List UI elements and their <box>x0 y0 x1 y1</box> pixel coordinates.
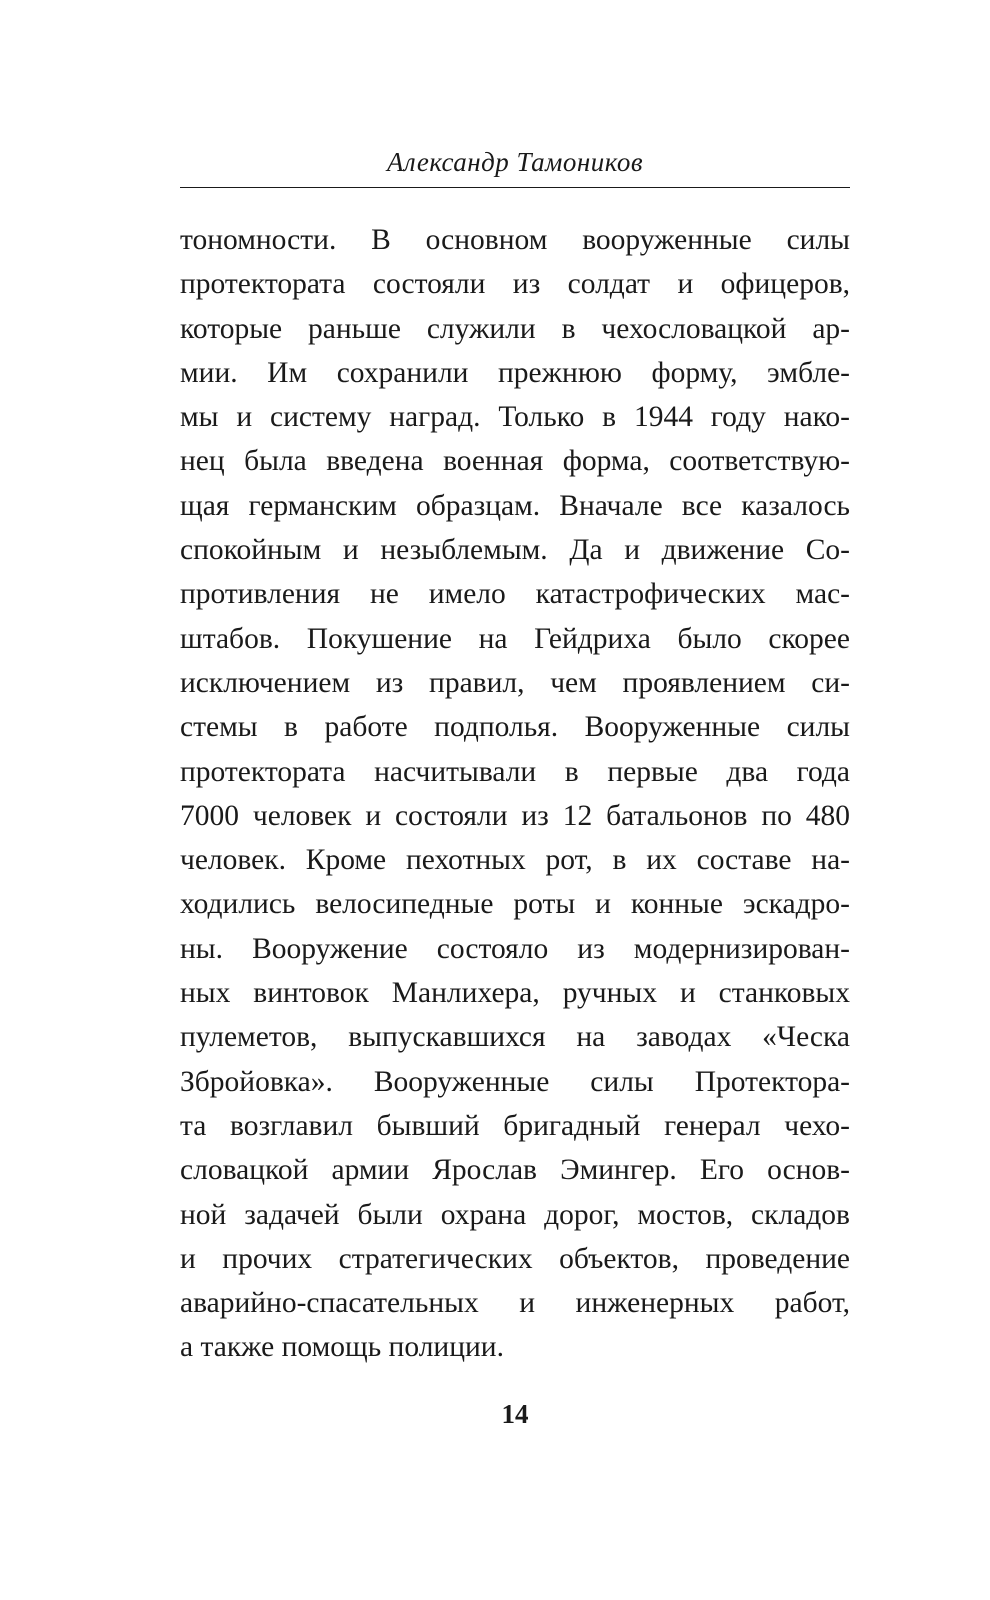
text-line: человек. Кроме пехотных рот, в их составе на- <box>180 844 850 877</box>
text-line: щая германским образцам. Вначале все казалось <box>180 489 850 522</box>
text-line: стемы в работе подполья. Вооруженные силы <box>180 711 850 744</box>
text-line: мии. Им сохранили прежнюю форму, эмбле- <box>180 356 850 389</box>
text-line: и прочих стратегических объектов, проведение <box>180 1242 850 1275</box>
text-line: протектората состояли из солдат и офицеров, <box>180 268 850 301</box>
body-text <box>180 218 850 1370</box>
text-line: мы и систему наград. Только в 1944 году нако- <box>180 401 850 434</box>
text-line: протектората насчитывали в первые два года <box>180 755 850 788</box>
text-line: та возглавил бывший бригадный генерал чехо- <box>180 1109 850 1142</box>
text-line: штабов. Покушение на Гейдриха было скорее <box>180 622 850 655</box>
text-line: ходились велосипедные роты и конные эскадро- <box>180 888 850 921</box>
text-line: 7000 человек и состояли из 12 батальонов по 480 <box>180 799 850 832</box>
header-rule <box>180 187 850 188</box>
page-number: 14 <box>501 1399 529 1429</box>
text-line: которые раньше служили в чехословацкой ар- <box>180 312 850 345</box>
text-line: исключением из правил, чем проявлением си- <box>180 666 850 699</box>
text-line: словацкой армии Ярослав Эмингер. Его основ- <box>180 1154 850 1187</box>
text-line: пулеметов, выпускавшихся на заводах «Ческа <box>180 1021 850 1054</box>
text-line: а также помощь полиции. <box>180 1331 504 1364</box>
running-header-author: Александр Тамоников <box>386 147 644 177</box>
text-line: спокойным и незыблемым. Да и движение Со- <box>180 534 850 567</box>
text-line: нец была введена военная форма, соответствую- <box>180 445 850 478</box>
text-line: ных винтовок Манлихера, ручных и станковых <box>180 977 850 1010</box>
text-line: Збройовка». Вооруженные силы Протектора- <box>180 1065 850 1098</box>
text-line: тономности. В основном вооруженные силы <box>180 224 850 256</box>
text-line: противления не имело катастрофических мас- <box>180 578 850 611</box>
text-line: ны. Вооружение состояло из модернизирован- <box>180 932 850 965</box>
text-line: ной задачей были охрана дорог, мостов, складов <box>180 1198 850 1231</box>
text-line: аварийно-спасательных и инженерных работ, <box>180 1287 850 1320</box>
